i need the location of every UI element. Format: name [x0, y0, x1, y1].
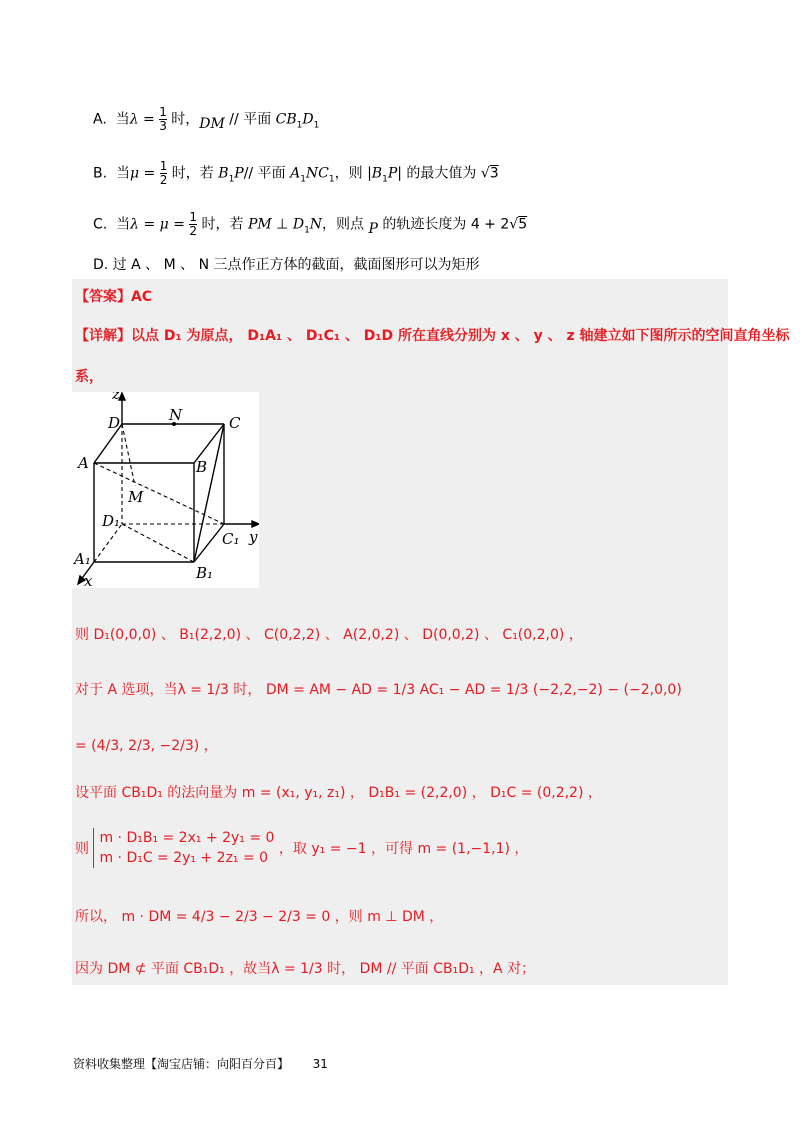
page-number: 31: [312, 1057, 328, 1071]
option-d: D. 过 A 、 M 、 N 三点作正方体的截面，截面图形可以为矩形: [93, 257, 480, 273]
detail-line-cont: 系，: [75, 369, 103, 385]
page-footer: [73, 1055, 328, 1072]
label-A: A: [78, 454, 89, 472]
label-C: C: [229, 414, 241, 432]
label-D1: D₁: [102, 512, 121, 530]
label-z: z: [112, 392, 120, 403]
option-b: B. 当μ = $\frac{1}{2}$ 时，若 $B_1P//$ 平面 $A_1NC_1$，则 $|B_1P|$ 的最大值为 √3: [93, 159, 499, 187]
system-suffix: ，取 y₁ = −1 ，可得 m = (1,−1,1) ，: [278, 841, 529, 857]
label-B1: B₁: [196, 564, 214, 582]
system-eq1: m · D₁B₁ = 2x₁ + 2y₁ = 0: [99, 830, 275, 846]
label-x: x: [84, 572, 93, 588]
conclusion-line: 因为 DM ⊄ 平面 CB₁D₁ ，故当λ = 1/3 时， DM // 平面 CB₁D₁ ，A 对；: [75, 961, 536, 977]
answer-line: 【答案】AC: [75, 289, 153, 305]
label-C1: C₁: [222, 530, 240, 548]
coords-line: 则 D₁(0,0,0) 、 B₁(2,2,0) 、 C(0,2,2) 、 A(2,0,2) 、 D(0,0,2) 、 C₁(0,2,0) ，: [75, 627, 583, 643]
label-D: D: [108, 414, 121, 432]
system-prefix: 则: [75, 841, 89, 857]
footer-source: 资料收集整理【淘宝店铺：向阳百分百】: [73, 1057, 290, 1071]
label-M: M: [128, 488, 144, 506]
label-y: y: [249, 528, 258, 546]
system-eq2: m · D₁C = 2y₁ + 2z₁ = 0: [99, 850, 269, 866]
cube-diagram: [72, 392, 259, 588]
label-B: B: [196, 458, 208, 476]
detail-line: 【详解】以点 D₁ 为原点， D₁A₁ 、 D₁C₁ 、 D₁D 所在直线分别为 x 、 y 、 z 轴建立如下图所示的空间直角坐标: [75, 328, 790, 344]
label-A1: A₁: [74, 550, 91, 568]
option-c: C. 当λ = μ = $\frac{1}{2}$ 时，若 PM ⊥ $D_1N$，则点 P 的轨迹长度为 4 + 2√5: [93, 210, 528, 238]
normal-vector-line: 设平面 CB₁D₁ 的法向量为 m = (x₁, y₁, z₁) ， D₁B₁ = (2,2,0) ， D₁C = (0,2,2) ，: [75, 785, 602, 801]
dot-product-line: 所以， m · DM = 4/3 − 2/3 − 2/3 = 0 ，则 m ⊥ DM ，: [75, 909, 444, 925]
a-option-line1: 对于 A 选项，当λ = 1/3 时， DM = AM − AD = 1/3 AC₁ − AD = 1/3 (−2,2,−2) − (−2,0,0): [75, 682, 682, 698]
a-option-line2: = (4/3, 2/3, −2/3) ，: [75, 738, 218, 754]
option-a: A. 当λ = $\frac{1}{3}$ 时，DM // 平面 $CB_1D_1$: [93, 105, 320, 133]
label-N: N: [169, 406, 183, 424]
system-line: [75, 828, 528, 868]
cube-figure: [72, 392, 259, 588]
